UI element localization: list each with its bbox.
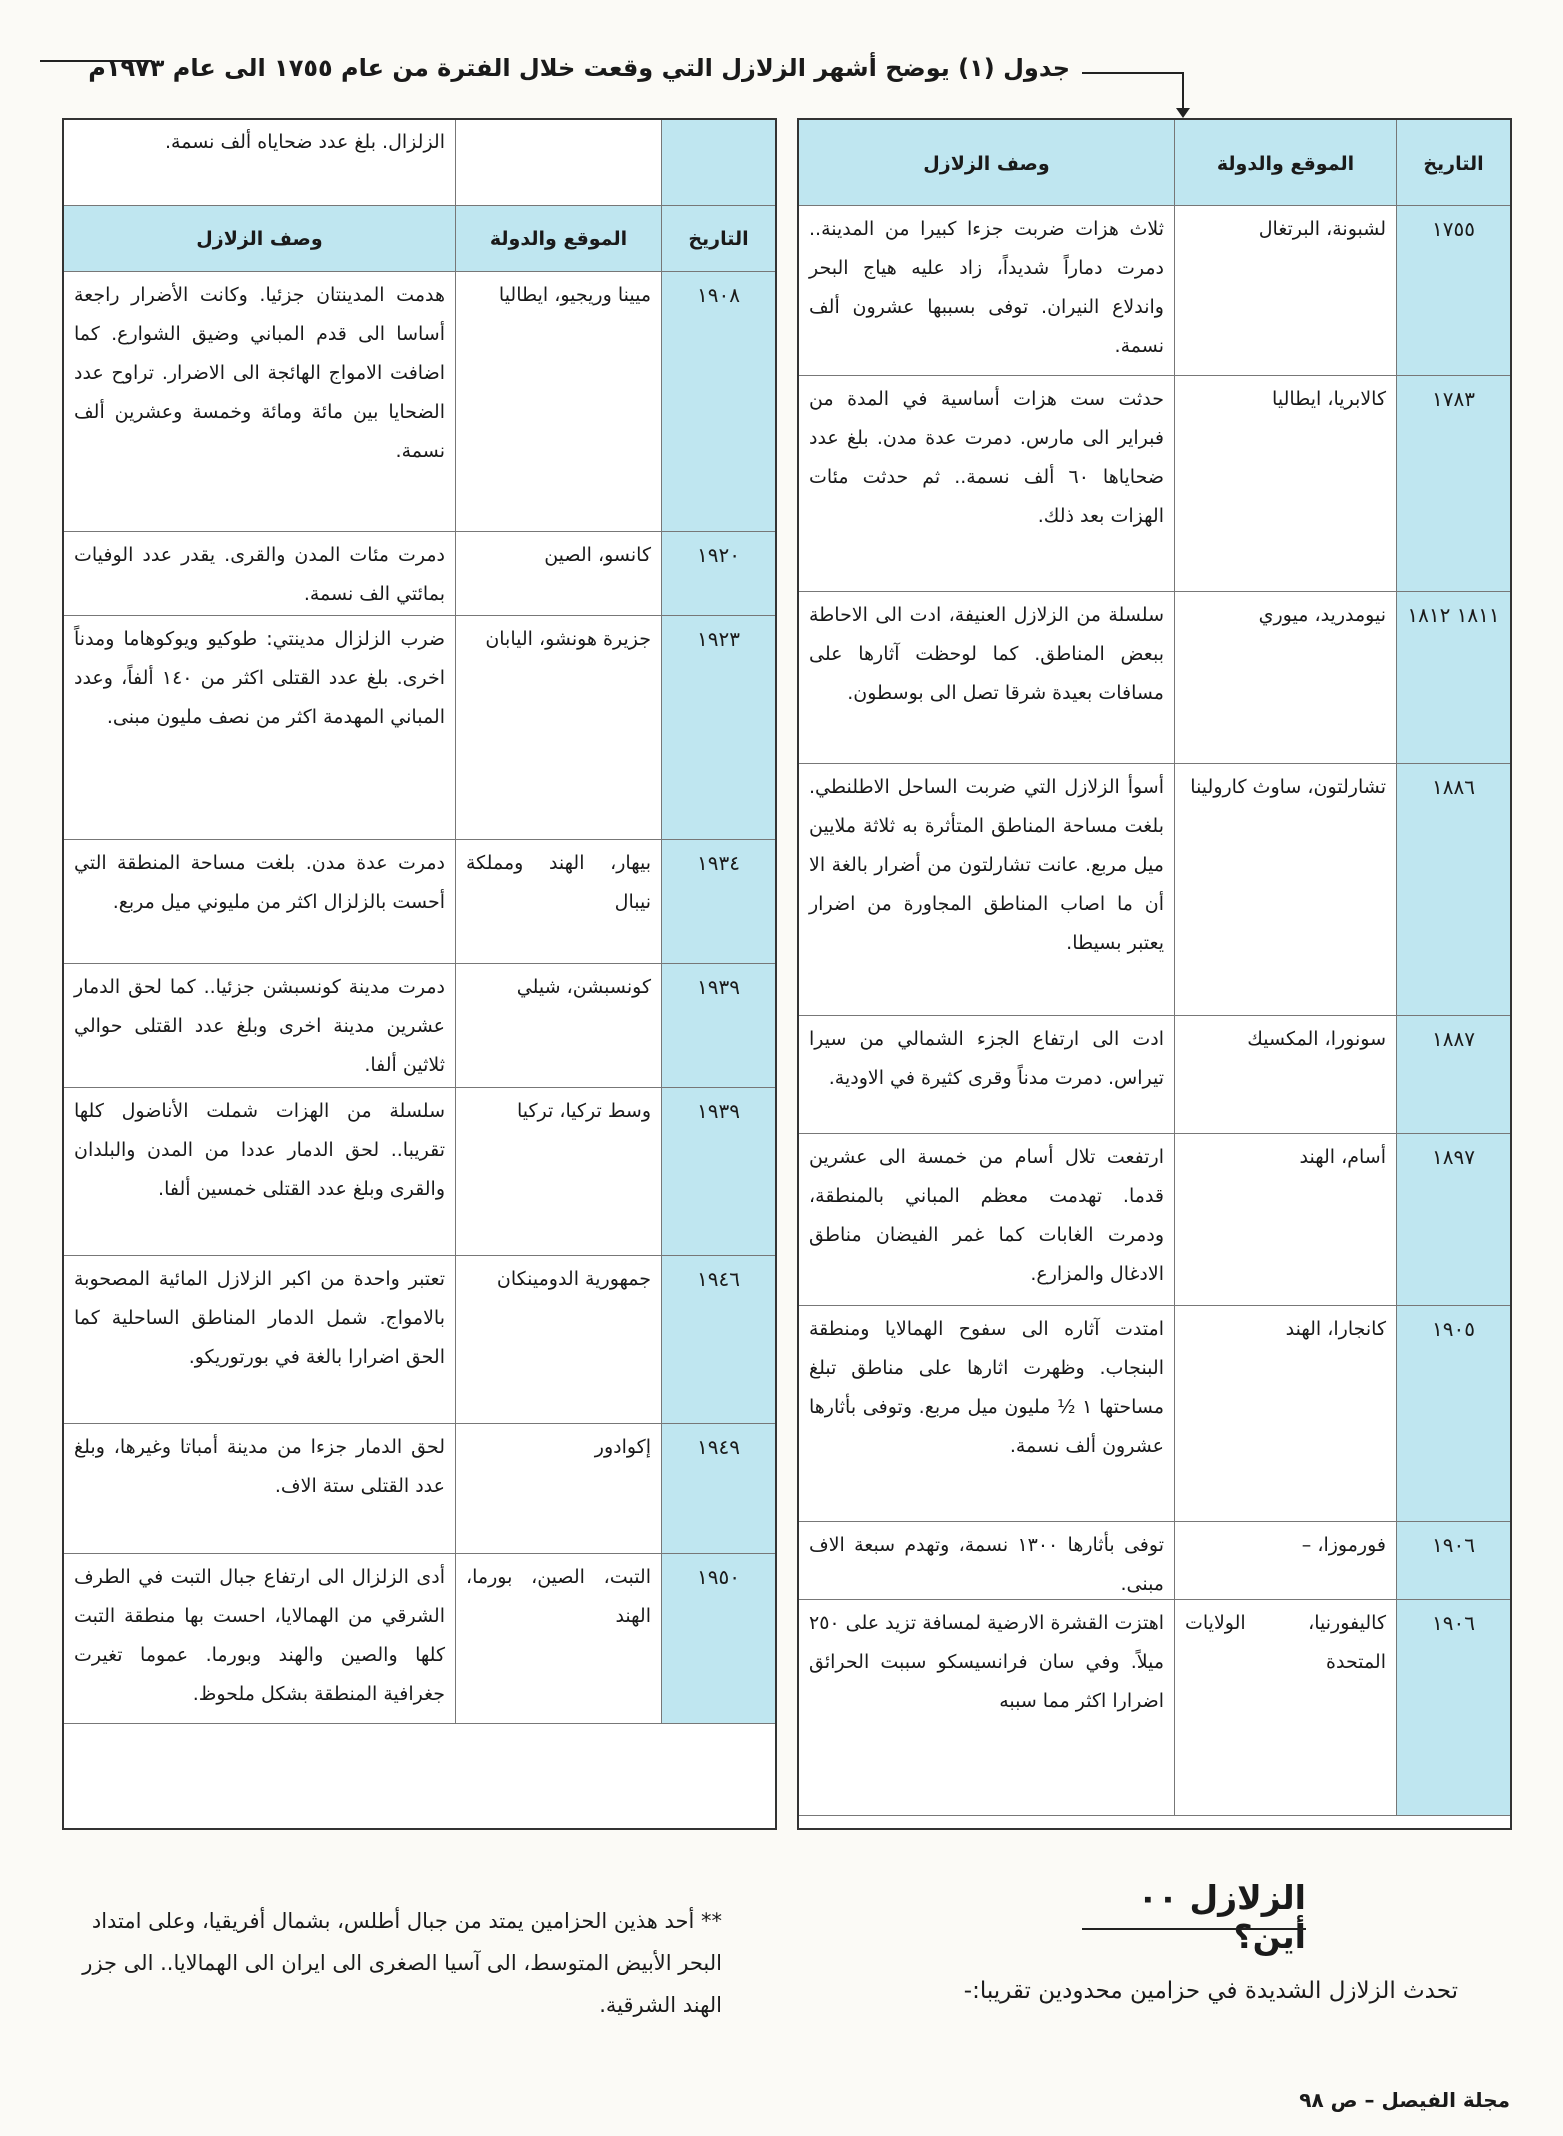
row-description: لحق الدمار جزءا من مدينة أمباتا وغيرها، وبلغ عدد القتلى ستة الاف. xyxy=(74,1436,445,1497)
row-date: ١٩٢٣ xyxy=(661,616,775,839)
row-date: ١٩٢٠ xyxy=(661,532,775,615)
table-header-row xyxy=(799,120,1510,206)
table-row xyxy=(64,616,775,840)
table-body-right xyxy=(799,206,1510,1816)
table-row xyxy=(64,1554,775,1724)
row-date: ١٩٠٥ xyxy=(1396,1306,1510,1521)
row-date: ١٨٩٧ xyxy=(1396,1134,1510,1305)
row-location: أسام، الهند xyxy=(1174,1134,1396,1305)
table-row xyxy=(64,840,775,964)
row-location: كانسو، الصين xyxy=(455,532,661,615)
row-description: امتدت آثاره الى سفوح الهمالايا ومنطقة البنجاب. وظهرت اثارها على مناطق تبلغ مساحتها ١ ½ مليون ميل مربع. وتوفى بأثارها عشرون ألف نسمة. xyxy=(809,1318,1165,1457)
row-date: ١٨٨٦ xyxy=(1396,764,1510,1015)
row-description: هدمت المدينتان جزئيا. وكانت الأضرار راجعة أساسا الى قدم المباني وضيق الشوارع. كما اضافت الامواج الهائجة الى الاضرار. تراوح عدد الضحايا بين مائة ومائة وخمسة وعشرين ألف نسمة. xyxy=(74,284,445,462)
header-date: التاريخ xyxy=(661,206,775,271)
table-row xyxy=(64,1424,775,1554)
header-date: التاريخ xyxy=(1396,120,1510,205)
row-location: ميينا وريجيو، ايطاليا xyxy=(455,272,661,531)
table-title: جدول (١) يوضح أشهر الزلازل التي وقعت خلال الفترة من عام ١٧٥٥ الى عام ١٩٧٣م xyxy=(88,54,1070,82)
earthquake-table-right xyxy=(797,118,1512,1830)
section-body: تحدث الزلازل الشديدة في حزامين محدودين تقريبا:- xyxy=(963,1978,1458,2004)
row-description: توفى بأثارها ١٣٠٠ نسمة، وتهدم سبعة الاف مبنى. xyxy=(809,1534,1164,1595)
row-date: ١٩٠٨ xyxy=(661,272,775,531)
row-description: أدى الزلزال الى ارتفاع جبال التبت في الطرف الشرقي من الهمالايا، احست بها منطقة التبت كلها والصين والهند وبورما. عموما تغيرت جغرافية المنطقة بشكل ملحوظ. xyxy=(74,1566,445,1705)
header-location: الموقع والدولة xyxy=(1174,120,1396,205)
row-description: ارتفعت تلال أسام من خمسة الى عشرين قدما. تهدمت معظم المباني بالمنطقة، ودمرت الغابات كما غمر الفيضان مناطق الادغال والمزارع. xyxy=(809,1146,1164,1285)
row-location: لشبونة، البرتغال xyxy=(1174,206,1396,375)
row-location: جمهورية الدومينكان xyxy=(455,1256,661,1423)
table-row xyxy=(64,1088,775,1256)
row-description: دمرت مئات المدن والقرى. يقدر عدد الوفيات بمائتي الف نسمة. xyxy=(74,544,445,605)
continuation-row xyxy=(64,120,775,206)
row-location: بيهار، الهند ومملكة نيبال xyxy=(455,840,661,963)
table-row xyxy=(799,376,1510,592)
continuation-location-cell xyxy=(455,120,661,205)
row-date: ١٩٤٦ xyxy=(661,1256,775,1423)
table-row xyxy=(799,1522,1510,1600)
row-location: التبت، الصين، بورما، الهند xyxy=(455,1554,661,1723)
section-title: الزلازل ٠٠ أين؟ xyxy=(1137,1878,1306,1956)
row-description: ثلاث هزات ضربت جزءا كبيرا من المدينة.. دمرت دماراً شديداً، زاد عليه هياج البحر واندلاع النيران. توفى بسببها عشرون ألف نسمة. xyxy=(809,218,1164,357)
row-description: أسوأ الزلازل التي ضربت الساحل الاطلنطي. بلغت مساحة المناطق المتأثرة به ثلاثة ملايين ميل مربع. عانت تشارلتون من أضرار بالغة الا أن ما اصاب المناطق المجاورة من اضرار يعتبر بسيطا. xyxy=(809,776,1164,954)
row-location: كالابريا، ايطاليا xyxy=(1174,376,1396,591)
row-date: ١٨١١ ١٨١٢ xyxy=(1396,592,1510,763)
row-location: تشارلتون، ساوث كارولينا xyxy=(1174,764,1396,1015)
table-row xyxy=(799,1134,1510,1306)
table-row xyxy=(799,1016,1510,1134)
table-row xyxy=(799,764,1510,1016)
row-description: دمرت عدة مدن. بلغت مساحة المنطقة التي أحست بالزلزال اكثر من مليوني ميل مربع. xyxy=(74,852,445,913)
header-location: الموقع والدولة xyxy=(455,206,661,271)
table-row xyxy=(64,964,775,1088)
table-row xyxy=(799,1306,1510,1522)
row-description: ادت الى ارتفاع الجزء الشمالي من سيرا تيراس. دمرت مدناً وقرى كثيرة في الاودية. xyxy=(809,1028,1164,1089)
continuation-date-cell xyxy=(661,120,775,205)
row-location: فورموزا، – xyxy=(1174,1522,1396,1599)
row-description: تعتبر واحدة من اكبر الزلازل المائية المصحوبة بالامواج. شمل الدمار المناطق الساحلية كما الحق اضرارا بالغة في بورتوريكو. xyxy=(74,1268,445,1368)
row-date: ١٧٨٣ xyxy=(1396,376,1510,591)
table-header-row xyxy=(64,206,775,272)
row-date: ١٩٥٠ xyxy=(661,1554,775,1723)
row-description: حدثت ست هزات أساسية في المدة من فبراير الى مارس. دمرت عدة مدن. بلغ عدد ضحاياها ٦٠ ألف نسمة.. ثم حدثت مئات الهزات بعد ذلك. xyxy=(809,388,1164,527)
row-location: كونسبشن، شيلي xyxy=(455,964,661,1087)
row-date: ١٩٠٦ xyxy=(1396,1522,1510,1599)
row-location: جزيرة هونشو، اليابان xyxy=(455,616,661,839)
row-description: دمرت مدينة كونسبشن جزئيا.. كما لحق الدمار عشرين مدينة اخرى وبلغ عدد القتلى حوالي ثلاثين ألفا. xyxy=(74,976,445,1076)
row-location: كانجارا، الهند xyxy=(1174,1306,1396,1521)
row-description: اهتزت القشرة الارضية لمسافة تزيد على ٢٥٠ ميلاً. وفي سان فرانسيسكو سببت الحرائق اضرارا اكثر مما سببه xyxy=(809,1612,1164,1712)
table-row xyxy=(799,1600,1510,1816)
row-date: ١٨٨٧ xyxy=(1396,1016,1510,1133)
title-arrow xyxy=(1082,72,1184,110)
footnote: ** أحد هذين الحزامين يمتد من جبال أطلس، بشمال أفريقيا، وعلى امتداد البحر الأبيض المتوسط، الى آسيا الصغرى الى ايران الى الهمالايا.. الى جزر الهند الشرقية. xyxy=(82,1909,722,2017)
row-location: إكوادور xyxy=(455,1424,661,1553)
table-row xyxy=(64,1256,775,1424)
row-date: ١٩٣٩ xyxy=(661,964,775,1087)
row-description: ضرب الزلزال مدينتي: طوكيو ويوكوهاما ومدناً اخرى. بلغ عدد القتلى اكثر من ١٤٠ ألفاً، وعدد المباني المهدمة اكثر من نصف مليون مبنى. xyxy=(74,628,445,728)
row-location: كاليفورنيا، الولايات المتحدة xyxy=(1174,1600,1396,1815)
row-date: ١٩٣٤ xyxy=(661,840,775,963)
page-label: مجلة الفيصل – ص ٩٨ xyxy=(1299,2088,1510,2112)
row-location: نيومدريد، ميوري xyxy=(1174,592,1396,763)
row-date: ١٩٤٩ xyxy=(661,1424,775,1553)
table-row xyxy=(64,272,775,532)
continuation-text: الزلزال. بلغ عدد ضحاياه ألف نسمة. xyxy=(164,131,445,153)
table-row xyxy=(799,206,1510,376)
table-row xyxy=(799,592,1510,764)
row-date: ١٩٣٩ xyxy=(661,1088,775,1255)
table-row xyxy=(64,532,775,616)
section-title-underline xyxy=(1082,1928,1306,1930)
row-description: سلسلة من الهزات شملت الأناضول كلها تقريبا.. لحق الدمار عددا من المدن والبلدان والقرى وبلغ عدد القتلى خمسين ألفا. xyxy=(74,1100,445,1200)
table-body-left xyxy=(64,272,775,1724)
row-location: سونورا، المكسيك xyxy=(1174,1016,1396,1133)
header-description: وصف الزلازل xyxy=(64,206,455,271)
row-location: وسط تركيا، تركيا xyxy=(455,1088,661,1255)
earthquake-table-left xyxy=(62,118,777,1830)
row-date: ١٧٥٥ xyxy=(1396,206,1510,375)
row-description: سلسلة من الزلازل العنيفة، ادت الى الاحاطة ببعض المناطق. كما لوحظت آثارها على مسافات بعيدة شرقا تصل الى بوسطون. xyxy=(809,604,1164,704)
row-date: ١٩٠٦ xyxy=(1396,1600,1510,1815)
header-description: وصف الزلازل xyxy=(799,120,1174,205)
